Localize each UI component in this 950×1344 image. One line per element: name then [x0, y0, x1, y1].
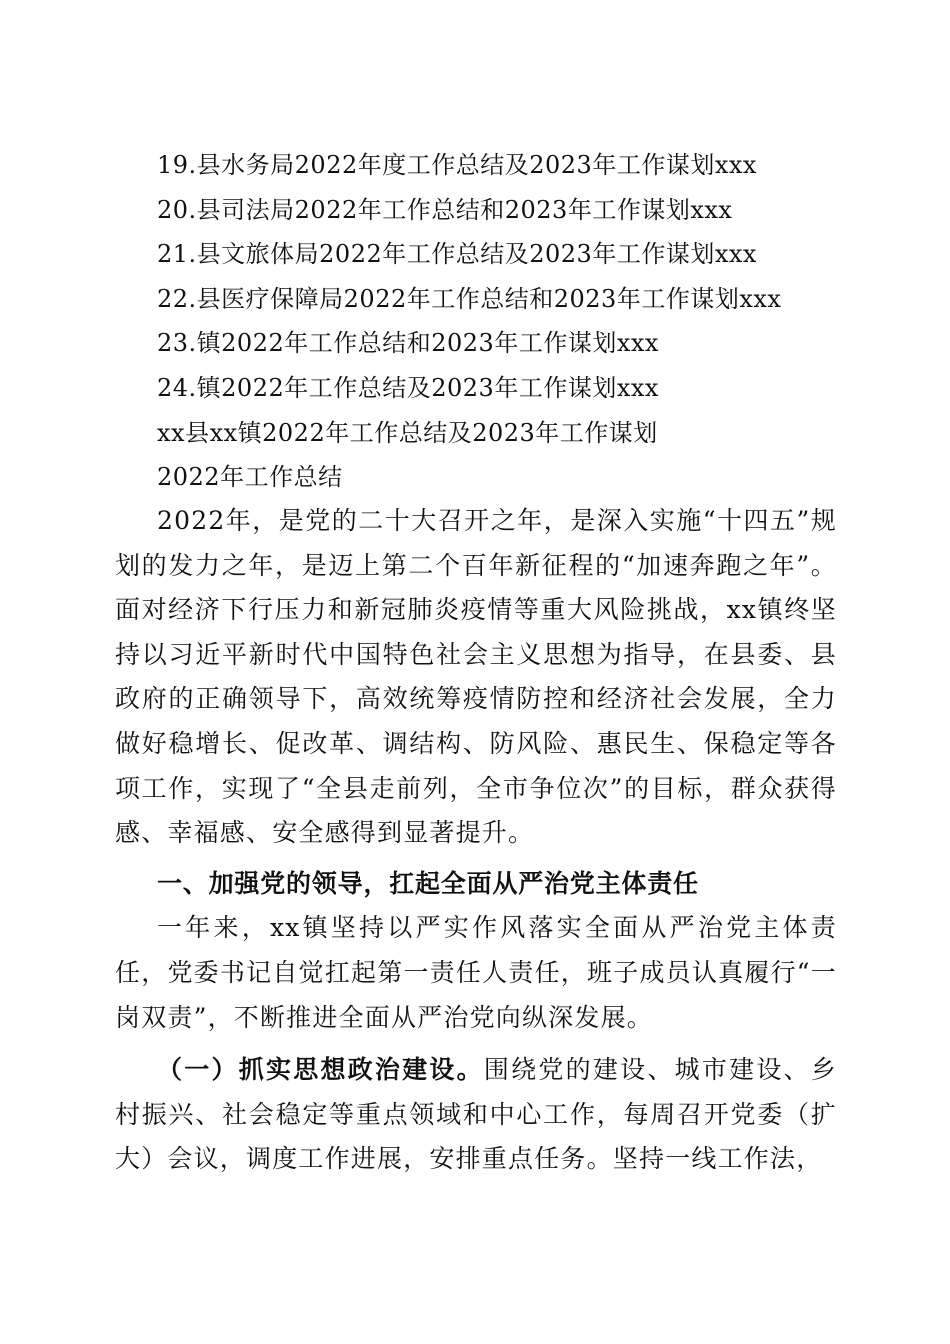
toc-item: 23.镇2022年工作总结和2023年工作谋划xxx	[157, 329, 659, 358]
toc-item: 22.县医疗保障局2022年工作总结和2023年工作谋划xxx	[157, 284, 782, 313]
section-paragraph: 一年来，xx镇坚持以严实作风落实全面从严治党主体责任，党委书记自觉扛起第一责任人责任，班子成员认真履行“一岗双责”，不断推进全面从严治党向纵深发展。	[115, 913, 837, 1032]
document-title: xx县xx镇2022年工作总结及2023年工作谋划	[157, 418, 658, 447]
subsection-text: 围绕党的建设、城市建设、乡村振兴、社会稳定等重点领域和中心工作，每周召开党委（扩大）会议，调度工作进展，安排重点任务。坚持一线工作法，	[115, 1055, 837, 1174]
toc-item: 21.县文旅体局2022年工作总结及2023年工作谋划xxx	[157, 240, 757, 269]
table-of-contents	[157, 143, 877, 500]
section-title: 2022年工作总结	[157, 463, 343, 492]
intro-paragraph: 2022年，是党的二十大召开之年，是深入实施“十四五”规划的发力之年，是迈上第二个百年新征程的“加速奔跑之年”。面对经济下行压力和新冠肺炎疫情等重大风险挑战，xx镇终坚持以习近平新时代中国特色社会主义思想为指导，在县委、县政府的正确领导下，高效统筹疫情防控和经济社会发展，全力做好稳增长、促改革、调结构、防风险、惠民生、保稳定等各项工作，实现了“全县走前列，全市争位次”的目标，群众获得感、幸福感、安全感得到显著提升。	[115, 506, 837, 848]
toc-item: 19.县水务局2022年度工作总结及2023年工作谋划xxx	[157, 151, 757, 179]
toc-item: 20.县司法局2022年工作总结和2023年工作谋划xxx	[157, 195, 733, 224]
document-body	[115, 499, 837, 1182]
subsection-heading: （一）抓实思想政治建设。	[157, 1055, 484, 1085]
section-heading: 一、加强党的领导，扛起全面从严治党主体责任	[157, 868, 699, 898]
toc-item: 24.镇2022年工作总结及2023年工作谋划xxx	[157, 373, 659, 402]
subsection-paragraph	[115, 1048, 837, 1182]
